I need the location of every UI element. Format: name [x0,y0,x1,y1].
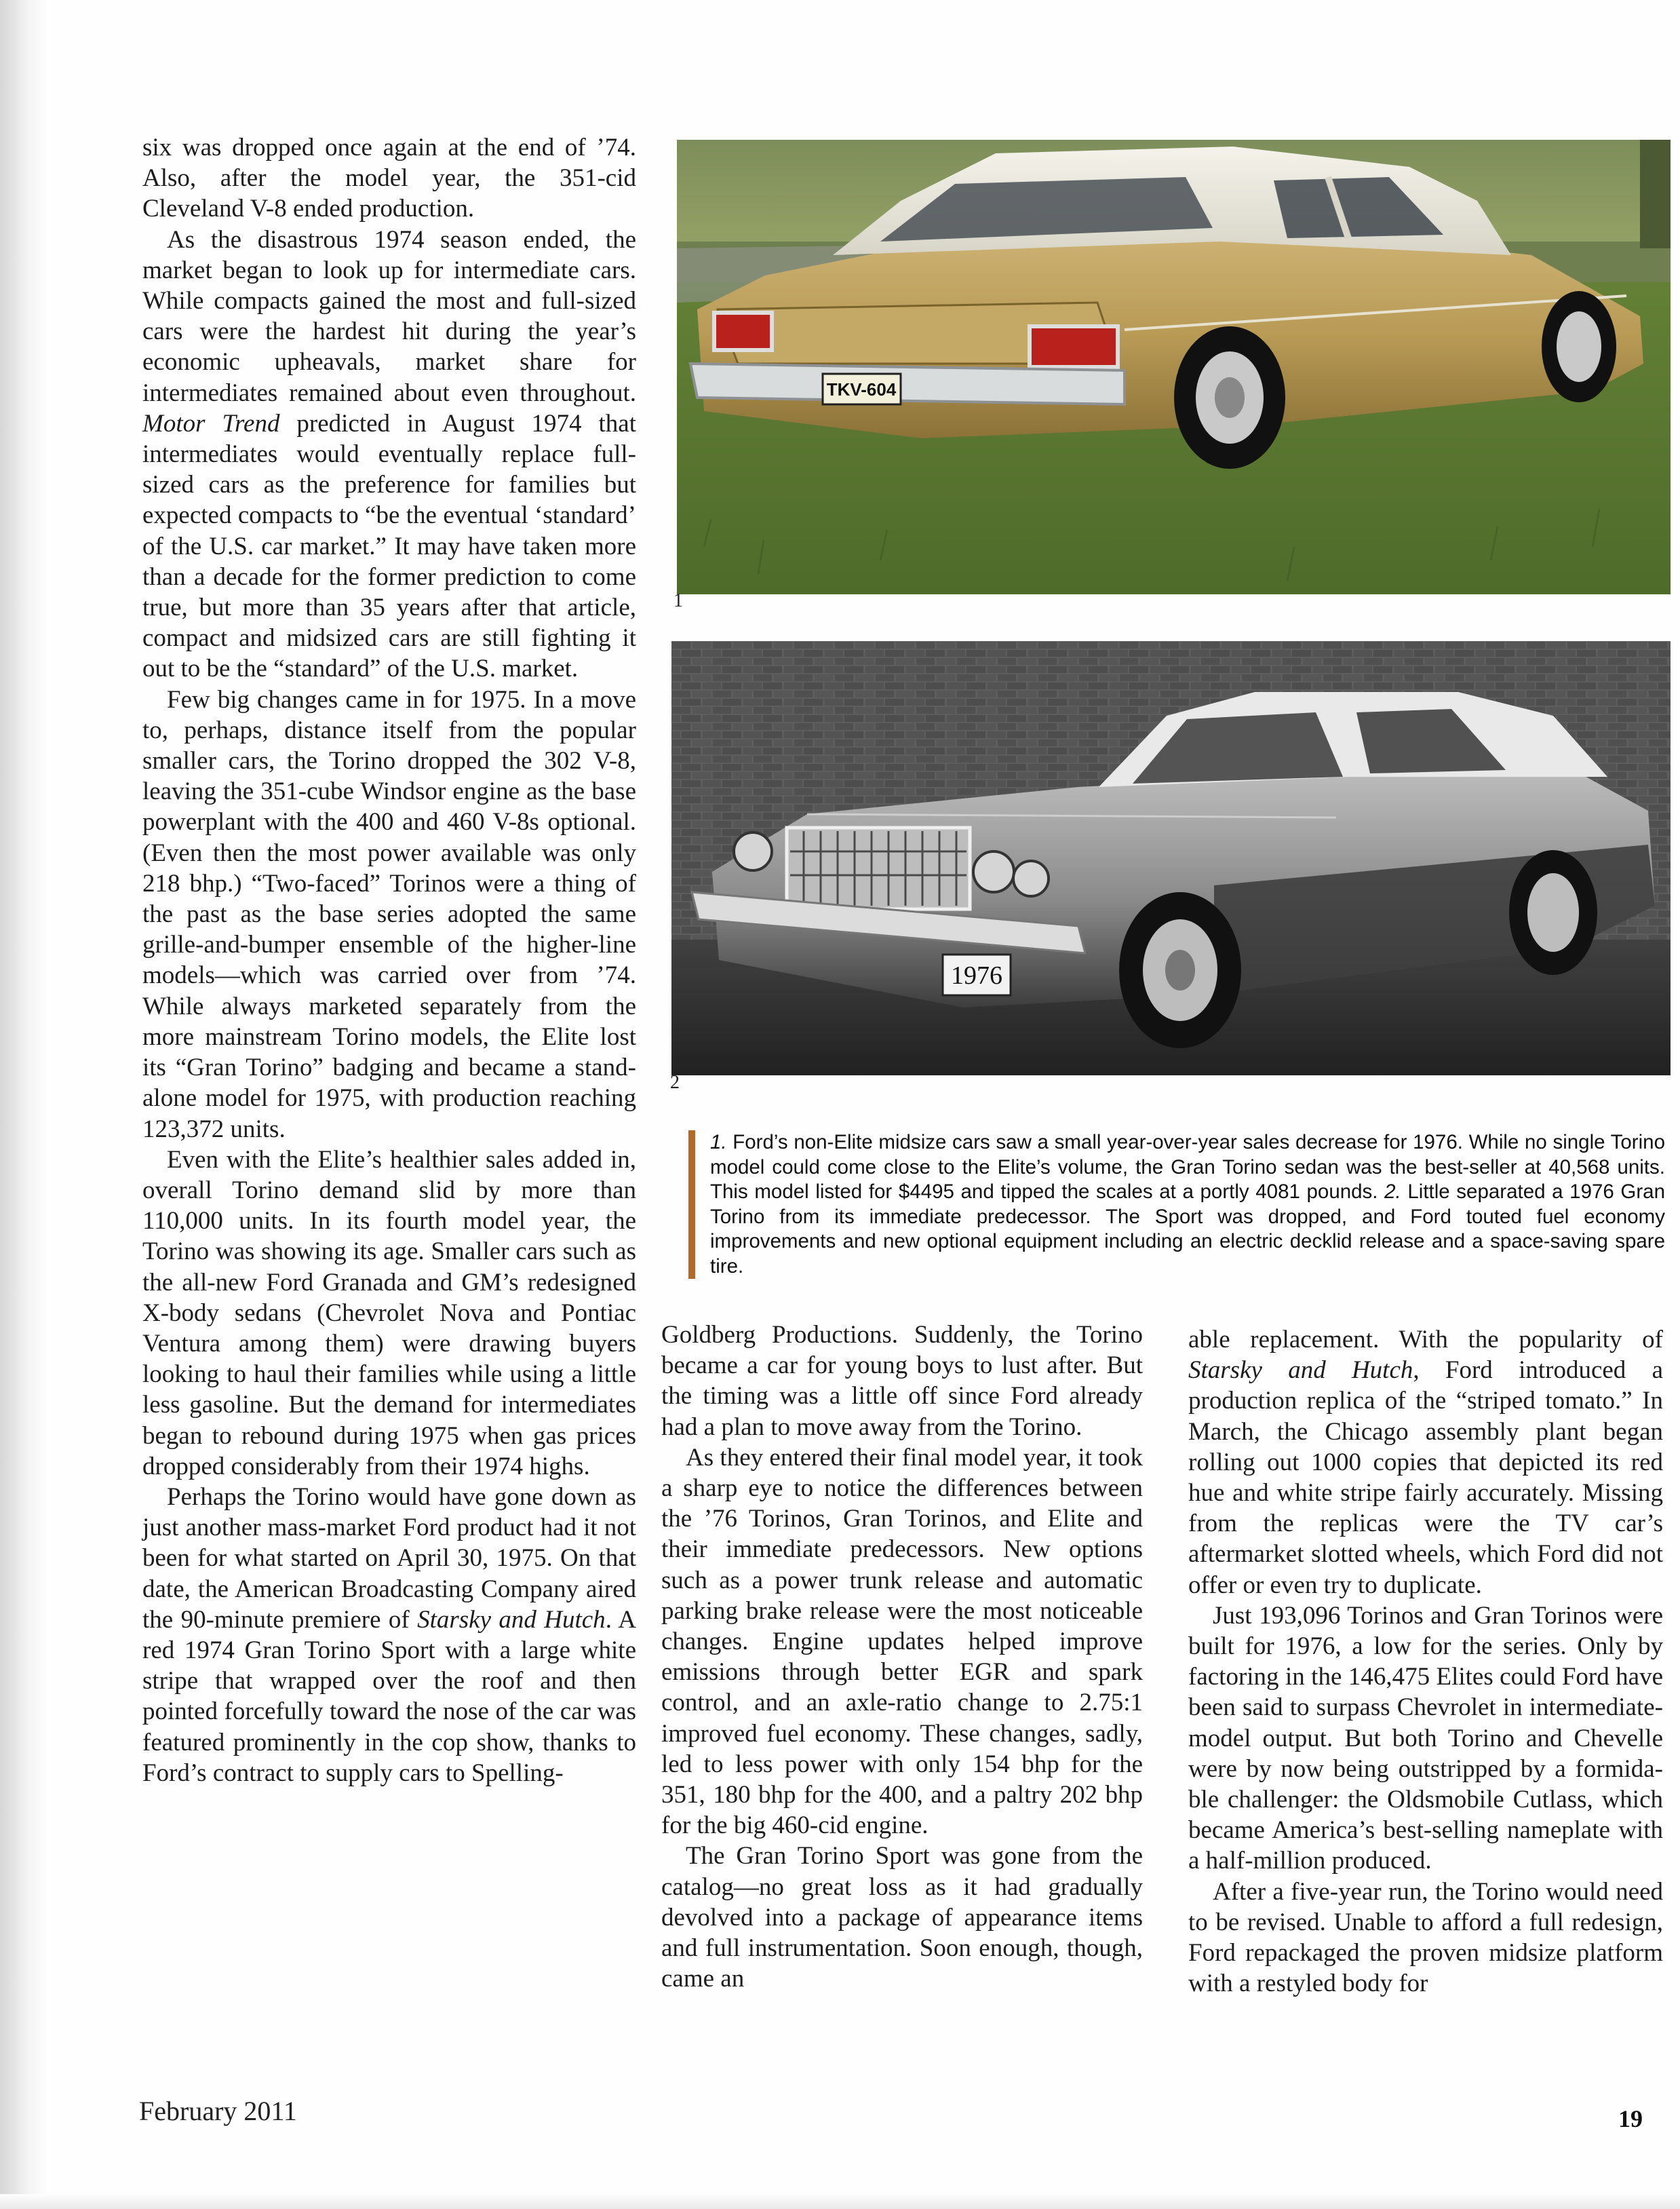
text-run: , Ford introduced a production replica of the “striped tomato.” In March, the Chicago assembly plant began rolling out 1000 copies that depicted its red hue and white stripe fairly accurately. Missing from the replicas were the TV car’s aftermarket slotted wheels, which Ford did not offer or even try to duplicate. [1188,1356,1663,1599]
paragraph: Goldberg Productions. Suddenly, the Torino became a car for young boys to lust after. But the timing was a little off since Ford already had a plan to move away from the Torino. [661,1321,1143,1441]
paragraph: As they entered their final model year, it took a sharp eye to notice the differences between the ’76 Torinos, Gran Torinos, and Elite and their immediate predecessors. New options such as a power trunk release and automatic parking brake release were the most noticeable changes. Engine updates helped improve emissions through better EGR and spark control, and an axle-ratio change to 2.75:1 improved fuel economy. These changes, sadly, led to less power with only 154 bhp for the 351, 180 bhp for the 400, and a paltry 202 bhp for the big 460-cid engine. [661,1443,1143,1840]
show-title: Starsky and Hutch [417,1605,606,1634]
paragraph: After a five-year run, the Torino would need to be revised. Unable to afford a full redesign, Ford repackaged the proven midsize platform with a restyled body for [1188,1877,1663,1998]
photo-gran-torino-sedan [677,140,1671,594]
body-column-left [142,132,636,1788]
paragraph: Few big changes came in for 1975. In a move to, perhaps, distance itself from the popular smaller cars, the Torino dropped the 302 V-8, leaving the 351-cube Windsor engine as the base powerplant with the 400 and 460 V-8s optional. (Even then the most power available was only 218 bhp.) “Two-faced” Torinos were a thing of the past as the base series adopted the same grille-and-bumper ensemble of the higher-line models—which was carried over from ’74. While always marketed separately from the more mainstream Torino models, the Elite lost its “Gran Torino” badging and became a standalone model for 1975, with production reaching 123,372 units. [142,685,636,1143]
coupe-photo-image [671,641,1671,1075]
page-bottom-edge [0,2194,1680,2209]
magazine-title: Motor Trend [142,409,280,438]
text-run: predicted in August 1974 that intermediates would eventually replace full-sized cars as the preference for families but expected compacts to “be the eventual ‘standard’ of the U.S. car market.” It may have taken more than a decade for the former prediction to come true, but more than 35 years after that article, compact and midsized cars are still fighting it out to be the “standard” of the U.S. market. [142,409,636,683]
license-plate-text: 1976 [951,961,1002,990]
page-number: 19 [1618,2105,1643,2132]
paragraph [142,225,636,685]
photo-number-2: 2 [670,1072,680,1093]
photo-caption [688,1130,1665,1279]
paragraph [142,1482,636,1788]
text-run: Perhaps the Torino would have gone down as just another mass-market Ford product had it not been for what started on April 30, 1975. On that date, the American Broadcasting Company aired the 90-minute premiere of [142,1482,636,1634]
photo-number-1: 1 [673,590,683,611]
license-plate-text: TKV-604 [826,379,897,400]
text-run: able replacement. With the popularity of [1188,1326,1663,1353]
caption-text: Ford’s non-Elite midsize cars saw a small year-over-year sales decrease for 1976. While no single Torino model could come close to the Elite’s volume, the Gran Torino sedan was the best-seller at 40,568 units. This model listed for $4495 and tipped the scales at a portly 4081 pounds. [710,1131,1665,1203]
sedan-photo-image [677,140,1671,594]
photo-gran-torino-1976 [671,641,1671,1075]
paragraph: Even with the Elite’s healthier sales added in, overall Torino demand slid by more than 110,000 units. In its fourth model year, the Torino was showing its age. Smaller cars such as the all-new Ford Granada and GM’s redesigned X-body sedans (Chevrolet Nova and Pontiac Ventura among them) were drawing buyers looking to haul their families while using a little less gasoline. But the demand for intermediates began to rebound during 1975 when gas prices dropped considerably from their 1974 highs. [142,1145,636,1480]
caption-number: 2. [1384,1180,1401,1203]
paragraph: six was dropped once again at the end of ’74. Also, after the model year, the 351-cid Cleveland V-8 ended production. [142,134,636,223]
body-column-right [1188,1324,1663,1999]
caption-text: Little separated a 1976 Gran Torino from its immediate predecessor. The Sport was dropped, and Ford touted fuel economy improvements and new optional equipment including an electric decklid release and a space-saving spare tire. [710,1180,1665,1278]
show-title: Starsky and Hutch [1188,1356,1413,1385]
paragraph [1188,1324,1663,1600]
caption-number: 1. [710,1131,727,1153]
text-run: . A red 1974 Gran Torino Sport with a large white stripe that wrapped over the roof and then pointed forcefully toward the nose of the car was featured prominently in the cop show, thanks to Ford’s contract to supply cars to Spelling- [142,1605,636,1787]
body-column-middle [661,1320,1143,1994]
paragraph: Just 193,096 Torinos and Gran Torinos were built for 1976, a low for the series. Only by factoring in the 146,475 Elites could Ford have been said to surpass Chevrolet in intermediate-model output. But both Torino and Chevelle were by now being outstripped by a formidable challenger: the Oldsmobile Cutlass, which became America’s best-selling nameplate with a half-million produced. [1188,1601,1663,1875]
binding-shadow [0,0,47,2209]
issue-date: February 2011 [139,2096,297,2126]
text-run: As the disastrous 1974 season ended, the market began to look up for intermediate cars. While compacts gained the most and full-sized cars were the hardest hit during the year’s economic upheavals, market share for intermediates remained about even throughout. [142,225,636,407]
paragraph: The Gran Torino Sport was gone from the catalog—no great loss as it had gradually devolved into a package of appearance items and full instrumentation. Soon enough, though, came an [661,1842,1143,1993]
